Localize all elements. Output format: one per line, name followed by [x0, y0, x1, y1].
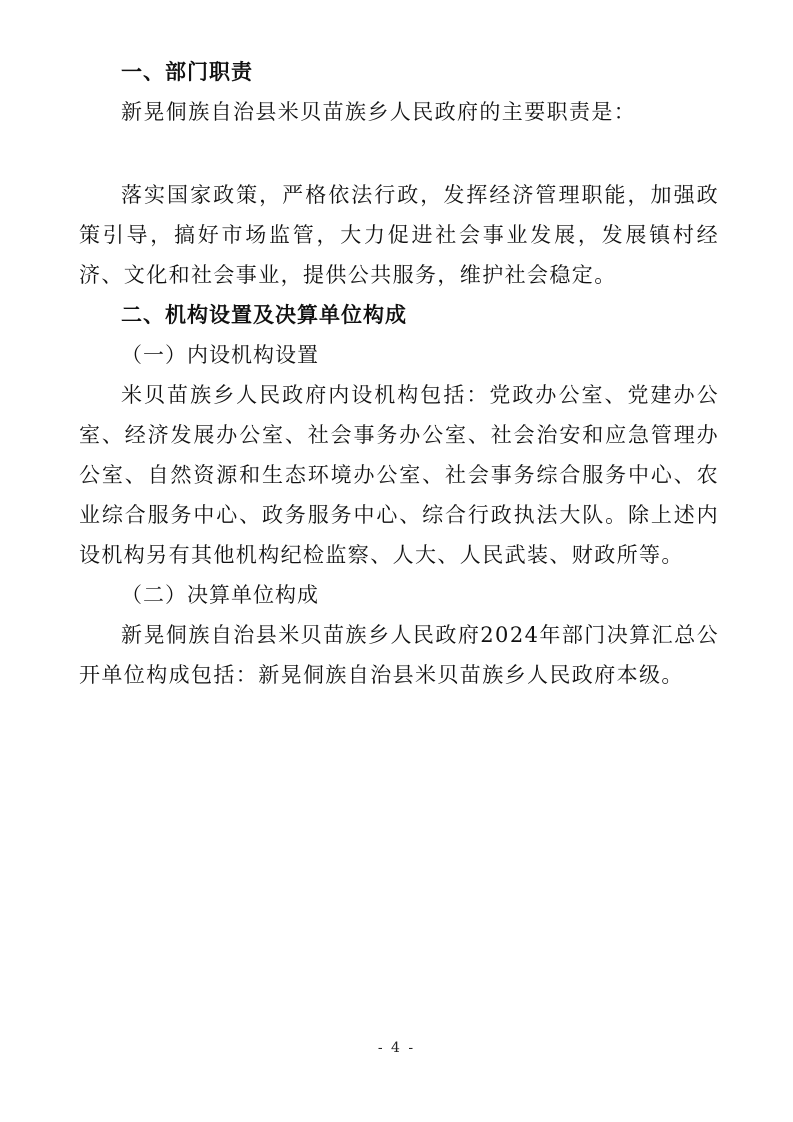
subsection-title-budget-units: （二）决算单位构成 — [121, 583, 319, 607]
section-heading-responsibilities: 一、部门职责 — [121, 60, 253, 84]
paragraph-spacer — [79, 132, 719, 175]
subsection-title-internal-structure: （一）内设机构设置 — [121, 343, 319, 367]
responsibilities-body: 落实国家政策，严格依法行政，发挥经济管理职能，加强政策引导，搞好市场监管，大力促进社会事业发展，发展镇村经济、文化和社会事业，提供公共服务，维护社会稳定。 — [79, 183, 719, 287]
budget-units-body: 新晃侗族自治县米贝苗族乡人民政府2024年部门决算汇总公开单位构成包括：新晃侗族自治县米贝苗族乡人民政府本级。 — [79, 623, 719, 687]
page-number: - 4 - — [377, 1040, 416, 1056]
internal-structure-body: 米贝苗族乡人民政府内设机构包括：党政办公室、党建办公室、经济发展办公室、社会事务办公室、社会治安和应急管理办公室、自然资源和生态环境办公室、社会事务综合服务中心、农业综合服务中心、政务服务中心、综合行政执法大队。除上述内设机构另有其他机构纪检监察、人大、人民武装、财政所等。 — [79, 383, 719, 567]
responsibilities-intro: 新晃侗族自治县米贝苗族乡人民政府的主要职责是： — [121, 100, 637, 124]
document-content — [79, 52, 719, 695]
section-heading-organization: 二、机构设置及决算单位构成 — [121, 303, 407, 327]
